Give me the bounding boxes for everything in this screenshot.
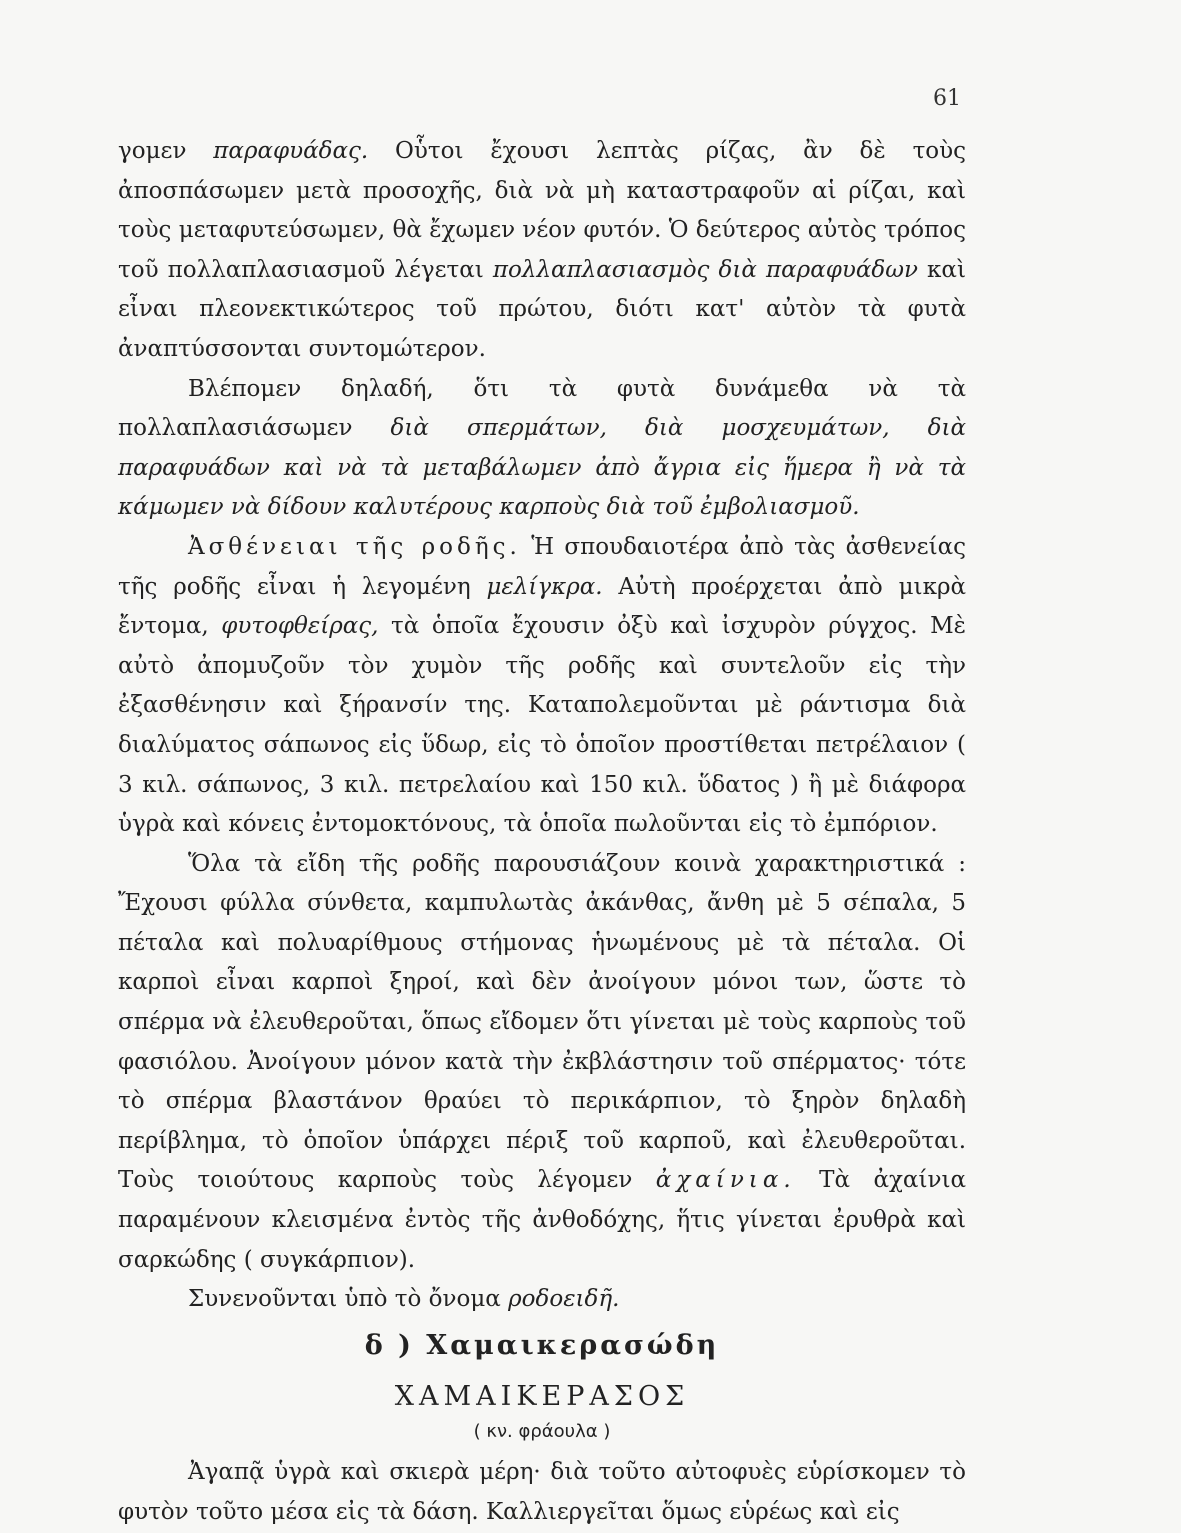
paragraph-diseases bbox=[118, 528, 966, 845]
plant-title: ΧΑΜΑΙΚΕΡΑΣΟΣ bbox=[394, 1381, 690, 1413]
section-heading: δ ) Χαμαικερασώδη bbox=[364, 1329, 720, 1361]
italic-term-rosaceae: ροδοειδῆ. bbox=[508, 1286, 620, 1313]
plant-common-name: ( κν. φράουλα ) bbox=[473, 1421, 611, 1443]
text-run: Τὰ ἀχαίνια παραμένουν κλεισμένα ἐντὸς τῆς ἀνθοδόχης, ἥτις γίνεται ἐρυθρὰ καὶ σαρκώδης ( συγκάρπιον). bbox=[118, 1167, 966, 1273]
text-run: Ἡ σπουδαιοτέρα ἀπὸ τὰς ἀσθενείας τῆς ροδῆς εἶναι ἡ λεγομένη bbox=[118, 533, 967, 600]
italic-term-aphids: φυτοφθείρας, bbox=[221, 613, 379, 640]
italic-term-meligra: μελίγκρα. bbox=[486, 573, 603, 600]
text-run: Συνενοῦνται ὑπὸ τὸ ὄνομα bbox=[188, 1286, 509, 1313]
text-run: καὶ εἶναι πλεονεκτικώτερος τοῦ πρώτου, διότι κατ' αὐτὸν τὰ φυτὰ ἀναπτύσσονται συντομώτερον. bbox=[118, 256, 966, 362]
spaced-term-achenes: ἀχαίνια. bbox=[655, 1167, 796, 1194]
paragraph-rosaceae bbox=[118, 1280, 966, 1320]
paragraph-propagation-offshoots bbox=[118, 132, 966, 370]
paragraph-characteristics bbox=[118, 845, 966, 1281]
italic-term-offshoots: παραφυάδας. bbox=[213, 138, 369, 164]
paragraph-summary bbox=[118, 370, 966, 528]
text-run: Ὅλα τὰ εἴδη τῆς ροδῆς παρουσιάζουν κοινὰ χαρακτηριστικά : Ἔχουσι φύλλα σύνθετα, καμπυλωτὰς ἀκάνθας, ἄνθη μὲ 5 σέπαλα, 5 πέταλα καὶ πολυαρίθμους στήμονας ἡνωμένους μὲ τὰ πέταλα. Οἱ καρποὶ εἶναι καρποὶ ξηροί, καὶ δὲν ἀνοίγουν μόνοι των, ὥστε τὸ σπέρμα νὰ ἐλευθεροῦται, ὅπως εἴδομεν ὅτι γίνεται μὲ τοὺς καρποὺς τοῦ φασιόλου. Ἀνοίγουν μόνον κατὰ τὴν ἐκβλάστησιν τοῦ σπέρματος· τότε τὸ σπέρμα βλαστάνον θραύει τὸ περικάρπιον, τὸ ξηρὸν δηλαδὴ περίβλημα, τὸ ὁποῖον ὑπάρχει πέριξ τοῦ καρποῦ, καὶ ἐλευθεροῦται. Τοὺς τοιούτους καρποὺς τοὺς λέγομεν bbox=[118, 850, 966, 1194]
paragraph-strawberry-habitat: Ἀγαπᾷ ὑγρὰ καὶ σκιερὰ μέρη· διὰ τοῦτο αὐτοφυὲς εὑρίσκομεν τὸ φυτὸν τοῦτο μέσα εἰς τὰ δάση. Καλλιεργεῖται ὅμως εὑρέως καὶ εἰς bbox=[118, 1459, 966, 1525]
text-run: τὰ ὁποῖα ἔχουσιν ὀξὺ καὶ ἰσχυρὸν ρύγχος. Μὲ αὐτὸ ἀπομυζοῦν τὸν χυμὸν τῆς ροδῆς καὶ συντελοῦν εἰς τὴν ἐξασθένησιν καὶ ξήρανσίν της. Καταπολεμοῦνται μὲ ράντισμα διὰ διαλύματος σάπωνος εἰς ὕδωρ, εἰς τὸ ὁποῖον προστίθεται πετρέλαιον ( 3 κιλ. σάπωνος, 3 κιλ. πετρελαίου καὶ 150 κιλ. ὕδατος ) ἢ μὲ διάφορα ὑγρὰ καὶ κόνεις ἐντομοκτόνους, τὰ ὁποῖα πωλοῦνται εἰς τὸ ἐμπόριον. bbox=[118, 613, 966, 838]
text-run: Αὐτὴ προέρχεται ἀπὸ μικρὰ ἔντομα, bbox=[118, 573, 966, 640]
spaced-heading-diseases: Ἀσθένειαι τῆς ροδῆς. bbox=[188, 533, 521, 560]
text-run: Βλέπομεν δηλαδή, ὅτι τὰ φυτὰ δυνάμεθα νὰ τὰ πολλαπλασιάσωμεν bbox=[118, 375, 966, 442]
text-run: γομεν bbox=[118, 138, 214, 164]
italic-term-propagation: πολλαπλασιασμὸς διὰ παραφυάδων bbox=[492, 256, 918, 283]
page-number: 61 bbox=[933, 86, 961, 111]
page-body bbox=[118, 132, 966, 1533]
text-run: Οὗτοι ἔχουσι λεπτὰς ρίζας, ἂν δὲ τοὺς ἀποσπάσωμεν μετὰ προσοχῆς, διὰ νὰ μὴ καταστραφοῦν αἱ ρίζαι, καὶ τοὺς μεταφυτεύσωμεν, θὰ ἔχωμεν νέον φυτόν. Ὁ δεύτερος αὐτὸς τρόπος τοῦ πολλαπλασιασμοῦ λέγεται bbox=[118, 138, 967, 283]
italic-summary: διὰ σπερμάτων, διὰ μοσχευμάτων, διὰ παραφυάδων καὶ νὰ τὰ μεταβάλωμεν ἀπὸ ἄγρια εἰς ἥμερα ἢ νὰ τὰ κάμωμεν νὰ δίδουν καλυτέρους καρποὺς διὰ τοῦ ἐμβολιασμοῦ. bbox=[118, 415, 966, 521]
